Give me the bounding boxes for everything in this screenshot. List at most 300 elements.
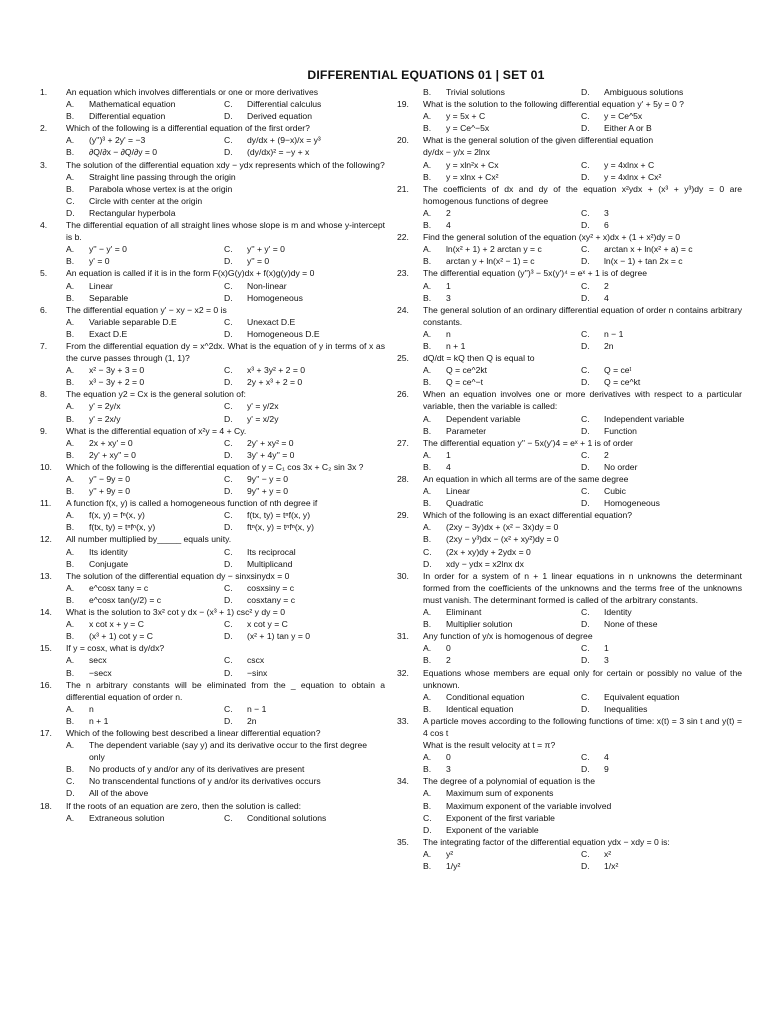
option-text: dy/dx + (9−x)/x = y³ xyxy=(247,135,321,146)
option-letter: A. xyxy=(66,703,75,714)
option-letter: A. xyxy=(66,99,75,110)
option-text: Equivalent equation xyxy=(604,691,680,702)
question-stem: An equation which involves differentials or one or more derivatives xyxy=(66,87,319,97)
question-line xyxy=(40,533,385,545)
answer-option xyxy=(423,618,581,630)
option-text: 6 xyxy=(604,220,609,231)
question-number: 16. xyxy=(40,679,52,690)
question-item xyxy=(397,630,742,666)
option-text: Multiplier solution xyxy=(446,619,513,630)
question-stem: The differential equation y'' − 5x(y')4 = eˣ + 1 is of order xyxy=(423,437,633,448)
option-text: No order xyxy=(604,461,638,472)
question-line xyxy=(397,388,742,412)
answer-options xyxy=(66,582,385,606)
answer-option xyxy=(224,812,385,824)
answer-option xyxy=(581,328,742,340)
question-number: 9. xyxy=(40,425,48,436)
question-stem: A particle moves according to the following functions of time: x(t) = 3 sin t and y(t) = 4 cos t xyxy=(423,715,742,738)
answer-option xyxy=(66,243,224,255)
question-stem: In order for a system of n + 1 linear equations in n unknowns the determinant formed from the coefficients of the unknowns and the terms free of the unknowns must vanish. The determinant formed is called of the arbitrary constants. xyxy=(423,570,742,605)
question-number: 21. xyxy=(397,183,409,194)
option-text: No products of y and/or any of its derivatives are present xyxy=(89,764,305,775)
question-item xyxy=(40,425,385,461)
question-line xyxy=(40,219,385,243)
question-item xyxy=(40,606,385,642)
answer-option xyxy=(66,328,224,340)
answer-options xyxy=(66,316,385,340)
answer-option xyxy=(224,703,385,715)
answer-options xyxy=(66,98,385,122)
option-letter: A. xyxy=(423,244,432,255)
option-letter: B. xyxy=(423,123,432,134)
option-letter: C. xyxy=(581,643,590,654)
option-letter: D. xyxy=(581,655,590,666)
answer-option xyxy=(66,703,224,715)
answer-option xyxy=(224,594,385,606)
answer-option xyxy=(581,425,742,437)
answer-option xyxy=(66,183,385,195)
answer-options xyxy=(423,691,742,715)
answer-options xyxy=(423,86,742,98)
option-letter: D. xyxy=(224,631,233,642)
option-text: 2y' + xy'' = 0 xyxy=(89,449,136,460)
answer-options xyxy=(423,485,742,509)
answer-option xyxy=(423,606,581,618)
answer-option xyxy=(423,280,581,292)
option-text: x² xyxy=(604,848,612,859)
option-letter: B. xyxy=(66,413,75,424)
option-text: ln(x² + 1) + 2 arctan y = c xyxy=(446,244,542,255)
question-item xyxy=(40,267,385,303)
question-number: 29. xyxy=(397,510,409,521)
option-text: Differential equation xyxy=(89,111,166,122)
answer-option xyxy=(423,751,581,763)
option-text: Maximum exponent of the variable involved xyxy=(446,800,612,811)
option-letter: B. xyxy=(423,800,432,811)
question-line xyxy=(397,667,742,691)
option-letter: C. xyxy=(224,437,233,448)
option-letter: D. xyxy=(423,558,432,569)
option-letter: B. xyxy=(66,183,75,194)
question-item xyxy=(40,497,385,533)
option-letter: B. xyxy=(66,631,75,642)
question-line xyxy=(397,352,742,364)
question-line xyxy=(40,461,385,473)
option-letter: D. xyxy=(66,207,75,218)
answer-options xyxy=(423,642,742,666)
question-line xyxy=(40,388,385,400)
question-line xyxy=(40,642,385,654)
question-number: 22. xyxy=(397,232,409,243)
answer-option xyxy=(224,485,385,497)
option-text: Multiplicand xyxy=(247,558,293,569)
answer-option xyxy=(224,243,385,255)
option-text: x cot y = C xyxy=(247,619,288,630)
answer-options xyxy=(66,280,385,304)
option-text: 3 xyxy=(446,292,451,303)
option-letter: C. xyxy=(581,848,590,859)
answer-option xyxy=(66,280,224,292)
option-letter: A. xyxy=(66,401,75,412)
option-text: Exact D.E xyxy=(89,328,128,339)
answer-options xyxy=(423,110,742,134)
option-text: Linear xyxy=(89,280,113,291)
option-text: cscx xyxy=(247,655,265,666)
option-letter: D. xyxy=(224,522,233,533)
answer-options xyxy=(66,473,385,497)
option-text: (2xy − y³)dx − (x² + xy²)dy = 0 xyxy=(446,534,559,545)
question-stem: dQ/dt = kQ then Q is equal to xyxy=(423,353,535,364)
question-line xyxy=(397,775,742,787)
option-text: 3 xyxy=(446,764,451,775)
answer-option xyxy=(66,437,224,449)
option-letter: B. xyxy=(423,377,432,388)
option-letter: D. xyxy=(581,861,590,871)
option-letter: D. xyxy=(224,594,233,605)
option-letter: D. xyxy=(581,256,590,267)
question-number: 7. xyxy=(40,340,48,351)
option-letter: A. xyxy=(423,449,432,460)
question-item xyxy=(397,231,742,267)
answer-option xyxy=(423,425,581,437)
answer-option xyxy=(224,715,385,727)
question-number: 35. xyxy=(397,836,409,847)
option-text: 4 xyxy=(446,220,451,231)
answer-options xyxy=(423,207,742,231)
question-number: 17. xyxy=(40,727,52,738)
option-letter: D. xyxy=(581,425,590,436)
question-line xyxy=(397,98,742,110)
option-letter: B. xyxy=(423,861,432,871)
question-number: 10. xyxy=(40,461,52,472)
option-letter: A. xyxy=(423,486,432,497)
question-line xyxy=(40,86,385,98)
option-text: Dependent variable xyxy=(446,413,521,424)
option-text: n xyxy=(89,703,94,714)
option-text: Circle with center at the origin xyxy=(89,195,203,206)
question-stem: Which of the following is a differential equation of the first order? xyxy=(66,123,310,134)
option-letter: A. xyxy=(66,437,75,448)
option-text: 2n xyxy=(604,340,614,351)
option-letter: B. xyxy=(423,461,432,472)
answer-option xyxy=(224,400,385,412)
option-text: 9 xyxy=(604,764,609,775)
question-line xyxy=(40,727,385,739)
answer-option xyxy=(66,618,224,630)
answer-option xyxy=(224,582,385,594)
question-continuation: dy/dx − y/x = 2lnx xyxy=(423,147,490,158)
option-letter: B. xyxy=(66,147,75,158)
answer-option xyxy=(423,243,581,255)
answer-option xyxy=(423,703,581,715)
option-text: n + 1 xyxy=(89,715,109,726)
option-letter: C. xyxy=(224,365,233,376)
question-number: 19. xyxy=(397,99,409,110)
answer-option xyxy=(423,122,581,134)
question-line xyxy=(397,134,742,146)
option-text: 0 xyxy=(446,643,451,654)
question-line xyxy=(40,800,385,812)
answer-options xyxy=(423,751,742,775)
question-item xyxy=(397,775,742,835)
answer-option xyxy=(581,848,742,860)
option-letter: D. xyxy=(224,147,233,158)
question-line xyxy=(397,231,742,243)
option-letter: C. xyxy=(224,546,233,557)
answer-option xyxy=(581,654,742,666)
option-text: 9y'' + y = 0 xyxy=(247,486,289,497)
option-text: Homogeneous xyxy=(604,498,660,509)
option-letter: C. xyxy=(581,691,590,702)
question-continuation: What is the result velocity at t = π? xyxy=(423,740,556,751)
option-text: Identical equation xyxy=(446,703,514,714)
option-letter: B. xyxy=(423,256,432,267)
question-item xyxy=(40,727,385,800)
answer-option xyxy=(423,171,581,183)
question-item xyxy=(40,679,385,727)
option-letter: B. xyxy=(423,703,432,714)
option-letter: C. xyxy=(224,655,233,666)
option-text: 2n xyxy=(247,715,257,726)
option-letter: C. xyxy=(581,413,590,424)
option-text: −sinx xyxy=(247,667,268,678)
option-text: Conditional solutions xyxy=(247,812,327,823)
option-letter: A. xyxy=(66,280,75,291)
option-text: 2y' + xy² = 0 xyxy=(247,437,294,448)
option-letter: A. xyxy=(66,510,75,521)
option-text: 1 xyxy=(446,449,451,460)
answer-option xyxy=(581,606,742,618)
answer-option xyxy=(66,715,224,727)
answer-option xyxy=(423,364,581,376)
option-text: Parameter xyxy=(446,425,487,436)
answer-option xyxy=(66,207,385,219)
answer-option xyxy=(581,618,742,630)
option-text: 1/x² xyxy=(604,861,619,871)
answer-option xyxy=(423,533,742,545)
answer-option xyxy=(423,340,581,352)
answer-option xyxy=(224,630,385,642)
option-text: cosxsiny = c xyxy=(247,582,295,593)
option-letter: C. xyxy=(581,244,590,255)
option-text: y' = x/2y xyxy=(247,413,279,424)
option-letter: A. xyxy=(66,171,75,182)
option-letter: D. xyxy=(581,87,590,97)
option-letter: C. xyxy=(224,703,233,714)
answer-option xyxy=(66,146,224,158)
option-letter: C. xyxy=(224,812,233,823)
question-line xyxy=(397,509,742,521)
option-letter: C. xyxy=(581,449,590,460)
option-text: Homogeneous D.E xyxy=(247,328,320,339)
option-text: Trivial solutions xyxy=(446,87,505,97)
answer-option xyxy=(581,497,742,509)
option-text: 9y'' − y = 0 xyxy=(247,474,289,484)
question-item xyxy=(40,159,385,219)
option-text: y² xyxy=(446,848,454,859)
option-letter: B. xyxy=(66,377,75,388)
option-text: All of the above xyxy=(89,788,149,799)
option-letter: D. xyxy=(581,619,590,630)
option-letter: B. xyxy=(423,292,432,303)
answer-option xyxy=(66,546,224,558)
answer-option xyxy=(423,328,581,340)
option-text: Exponent of the first variable xyxy=(446,812,555,823)
answer-options xyxy=(66,437,385,461)
option-letter: D. xyxy=(224,111,233,122)
option-letter: A. xyxy=(423,413,432,424)
answer-option xyxy=(66,775,385,787)
answer-option xyxy=(581,122,742,134)
answer-option xyxy=(423,110,581,122)
option-text: (y'')³ + 2y' = −3 xyxy=(89,135,146,146)
question-line xyxy=(397,304,742,328)
option-text: Cubic xyxy=(604,486,626,497)
question-number: 13. xyxy=(40,570,52,581)
option-letter: A. xyxy=(66,582,75,593)
question-number: 28. xyxy=(397,474,409,484)
question-item xyxy=(40,533,385,569)
question-stem: The differential equation y' − xy − x2 = 0 is xyxy=(66,304,227,315)
option-letter: C. xyxy=(66,195,75,206)
page-title: DIFFERENTIAL EQUATIONS 01 | SET 01 xyxy=(307,68,545,82)
answer-option xyxy=(581,461,742,473)
answer-option xyxy=(224,473,385,485)
option-letter: A. xyxy=(423,788,432,799)
answer-option xyxy=(423,485,581,497)
option-letter: C. xyxy=(224,619,233,630)
answer-option xyxy=(581,364,742,376)
option-text: Differential calculus xyxy=(247,99,322,110)
question-stem: The differential equation of all straight lines whose slope is m and whose y-intercept is b. xyxy=(66,220,385,243)
question-number: 25. xyxy=(397,353,409,364)
option-text: e^cosx tan(y/2) = c xyxy=(89,594,162,605)
answer-option xyxy=(423,787,742,799)
question-number: 11. xyxy=(40,498,52,509)
option-letter: D. xyxy=(581,340,590,351)
option-text: 3 xyxy=(604,655,609,666)
option-letter: A. xyxy=(423,522,432,533)
answer-option xyxy=(66,376,224,388)
option-letter: B. xyxy=(423,764,432,775)
option-letter: C. xyxy=(224,474,233,484)
option-text: 1 xyxy=(604,643,609,654)
question-line xyxy=(40,425,385,437)
option-text: Q = ce^2kt xyxy=(446,365,488,376)
option-letter: B. xyxy=(423,425,432,436)
answer-options xyxy=(423,521,742,569)
option-letter: B. xyxy=(66,715,75,726)
option-letter: D. xyxy=(581,123,590,134)
answer-option xyxy=(581,751,742,763)
option-letter: B. xyxy=(423,619,432,630)
question-item xyxy=(40,122,385,158)
answer-options xyxy=(423,413,742,437)
option-letter: B. xyxy=(423,87,432,97)
answer-option xyxy=(581,413,742,425)
answer-option xyxy=(581,292,742,304)
question-stem: What is the general solution of the given differential equation xyxy=(423,135,654,146)
option-letter: C. xyxy=(66,776,75,787)
answer-option xyxy=(66,763,385,775)
option-text: n xyxy=(446,328,451,339)
option-letter: D. xyxy=(224,413,233,424)
option-text: (x³ + 1) cot y = C xyxy=(89,631,153,642)
option-letter: A. xyxy=(66,619,75,630)
answer-option xyxy=(581,376,742,388)
question-item xyxy=(40,340,385,388)
question-item xyxy=(397,473,742,509)
answer-option xyxy=(423,654,581,666)
option-letter: B. xyxy=(66,486,75,497)
option-text: Quadratic xyxy=(446,498,484,509)
answer-option xyxy=(66,292,224,304)
question-stem: If y = cosx, what is dy/dx? xyxy=(66,643,165,654)
option-text: Q = ceᵗ xyxy=(604,365,632,376)
option-letter: D. xyxy=(581,498,590,509)
answer-option xyxy=(66,521,224,533)
option-text: Q = ce^−t xyxy=(446,377,483,388)
option-letter: C. xyxy=(224,510,233,521)
question-stem: The degree of a polynomial of equation is the xyxy=(423,776,595,787)
option-text: f(x, y) = fⁿ(x, y) xyxy=(89,510,145,521)
option-text: y'' − 9y = 0 xyxy=(89,474,131,484)
option-text: None of these xyxy=(604,619,658,630)
option-text: n + 1 xyxy=(446,340,466,351)
option-text: Derived equation xyxy=(247,111,312,122)
question-item xyxy=(40,642,385,678)
question-line xyxy=(40,304,385,316)
question-item xyxy=(397,352,742,388)
answer-option xyxy=(423,255,581,267)
option-text: 4 xyxy=(446,461,451,472)
answer-option xyxy=(581,340,742,352)
question-line xyxy=(397,437,742,449)
option-text: (dy/dx)² = −y + x xyxy=(247,147,310,158)
option-letter: C. xyxy=(581,159,590,170)
option-text: cosxtany = c xyxy=(247,594,296,605)
answer-options xyxy=(66,171,385,219)
question-line xyxy=(40,340,385,364)
answer-option xyxy=(224,509,385,521)
option-letter: A. xyxy=(423,607,432,618)
option-text: Separable xyxy=(89,292,129,303)
answer-options xyxy=(66,243,385,267)
answer-option xyxy=(581,255,742,267)
option-text: (2xy − 3y)dx + (x² − 3x)dy = 0 xyxy=(446,522,559,533)
option-text: 4 xyxy=(604,752,609,763)
option-text: (2x + xy)dy + 2ydx = 0 xyxy=(446,546,531,557)
answer-option xyxy=(66,134,224,146)
option-letter: C. xyxy=(581,607,590,618)
question-number: 30. xyxy=(397,570,409,581)
question-number: 27. xyxy=(397,437,409,448)
question-stem: From the differential equation dy = x^2dx. What is the equation of y in terms of x as the curve passes through (1, 1)? xyxy=(66,340,385,364)
question-columns xyxy=(40,86,742,872)
answer-option xyxy=(224,437,385,449)
answer-option xyxy=(66,787,385,799)
question-item xyxy=(40,388,385,424)
answer-option xyxy=(224,654,385,666)
question-stem: Any function of y/x is homogenous of degree xyxy=(423,631,593,642)
left-column xyxy=(40,86,385,872)
option-text: Extraneous solution xyxy=(89,812,165,823)
question-item xyxy=(40,86,385,122)
question-stem: What is the solution to 3x² cot y dx − (x³ + 1) csc² y dy = 0 xyxy=(66,607,285,618)
answer-option xyxy=(66,630,224,642)
option-letter: B. xyxy=(423,171,432,182)
answer-option xyxy=(224,413,385,425)
